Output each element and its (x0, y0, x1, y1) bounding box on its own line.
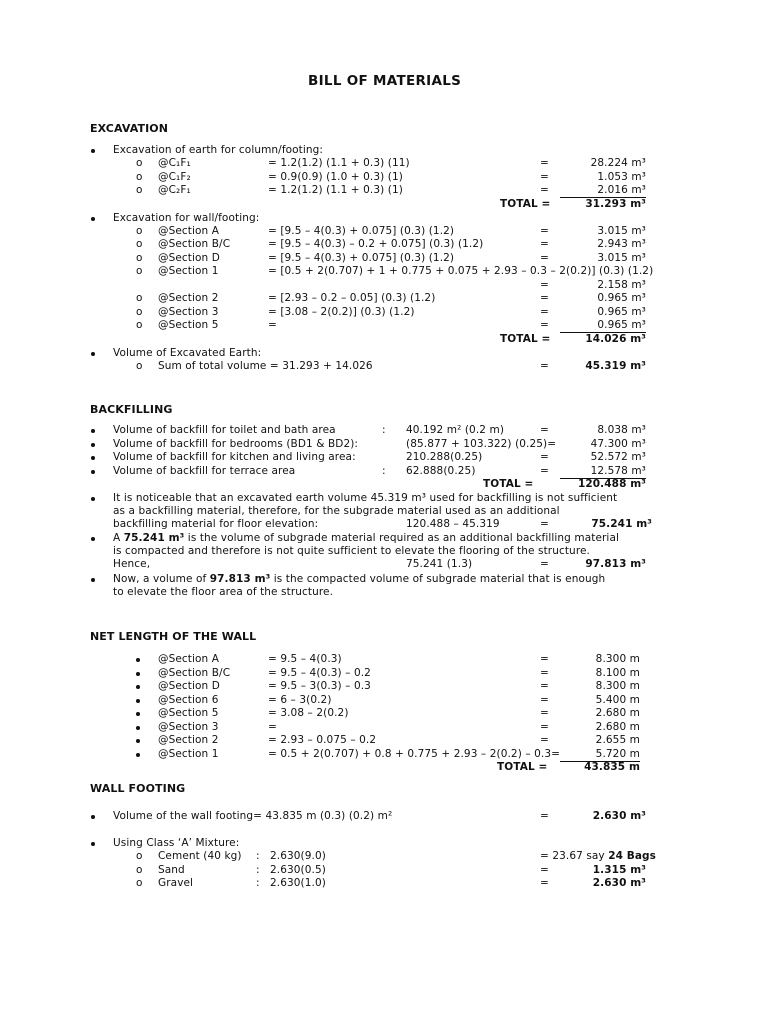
net-length-eq: = (540, 721, 549, 733)
row-label: @Section 2 (158, 292, 219, 304)
row-eq: = (540, 319, 549, 331)
row-value: 2.943 m³ (597, 238, 646, 250)
col-footing-label: Excavation of earth for column/footing: (113, 144, 324, 156)
bullet (136, 753, 140, 757)
mix-label: Gravel (158, 877, 194, 889)
circle-bullet: o (136, 877, 143, 889)
net-length-total-value: 43.835 m (584, 761, 640, 773)
section-heading-excavation: EXCAVATION (90, 122, 169, 135)
row-formula: = [0.5 + 2(0.707) + 1 + 0.775 + 0.075 + 2.93 – 0.3 – 2(0.2)] (0.3) (1.2) (268, 265, 654, 277)
circle-bullet: o (136, 864, 143, 876)
bullet (136, 685, 140, 689)
row-label: @Section 3 (158, 306, 219, 318)
bullet (136, 672, 140, 676)
net-length-formula: = 9.5 – 3(0.3) – 0.3 (268, 680, 371, 692)
mix-value: 1.315 m³ (592, 864, 646, 876)
net-length-formula: = 6 – 3(0.2) (268, 694, 332, 706)
row-value: 28.224 m³ (590, 157, 646, 169)
backfill-formula: 40.192 m² (0.2 m) (406, 424, 505, 436)
row-value: 0.965 m³ (597, 292, 646, 304)
note1-last: backfilling material for floor elevation: (113, 518, 319, 530)
row-formula: = 1.2(1.2) (1.1 + 0.3) (1) (268, 184, 403, 196)
bullet (91, 842, 95, 846)
wall-total-label: TOTAL = (500, 333, 551, 345)
wall-footing-volume-eq: = (540, 810, 549, 822)
mix-sep: : (256, 850, 260, 862)
net-length-label: @Section 3 (158, 721, 219, 733)
net-length-value: 8.300 m (595, 653, 640, 665)
note3-line2: to elevate the floor area of the structure. (113, 586, 334, 598)
net-length-eq: = (540, 667, 549, 679)
wall-footing-volume-label: Volume of the wall footing= 43.835 m (0.3) (0.2) m² (113, 810, 393, 822)
note3-line1: Now, a volume of 97.813 m³ is the compacted volume of subgrade material that is enough (113, 573, 606, 585)
row-value: 3.015 m³ (597, 225, 646, 237)
backfill-label: Volume of backfill for terrace area (113, 465, 296, 477)
backfill-label: Volume of backfill for bedrooms (BD1 & BD2): (113, 438, 359, 450)
row-formula: = [2.93 – 0.2 – 0.05] (0.3) (1.2) (268, 292, 436, 304)
note1-eq: = (540, 518, 549, 530)
row-label: @C₁F₁ (158, 157, 191, 169)
net-length-label: @Section B/C (158, 667, 231, 679)
note1-line: It is noticeable that an excavated earth volume 45.319 m³ used for backfilling is not sufficient (113, 492, 618, 504)
col-total-value: 31.293 m³ (585, 198, 646, 210)
net-length-label: @Section D (158, 680, 220, 692)
note2-hence: Hence, (113, 558, 151, 570)
circle-bullet: o (136, 171, 143, 183)
bullet (91, 352, 95, 356)
bullet (91, 217, 95, 221)
bullet (136, 712, 140, 716)
backfill-value: 52.572 m³ (590, 451, 646, 463)
bullet (91, 470, 95, 474)
net-length-value: 2.655 m (595, 734, 640, 746)
net-length-eq: = (540, 680, 549, 692)
row-label: @Section B/C (158, 238, 231, 250)
bullet (91, 815, 95, 819)
volume-excavated-label: Volume of Excavated Earth: (113, 347, 262, 359)
net-length-eq: = (540, 734, 549, 746)
net-length-formula: = (268, 721, 277, 733)
net-length-value: 2.680 m (595, 721, 640, 733)
backfill-formula: 210.288(0.25) (406, 451, 483, 463)
backfill-label: Volume of backfill for toilet and bath area (113, 424, 336, 436)
row-eq: = (540, 225, 549, 237)
mix-formula: 2.630(0.5) (270, 864, 326, 876)
backfill-eq: = (540, 451, 549, 463)
circle-bullet: o (136, 238, 143, 250)
circle-bullet: o (136, 225, 143, 237)
bullet (136, 658, 140, 662)
bullet (91, 429, 95, 433)
mix-eq: = (540, 877, 549, 889)
row-eq: = (540, 279, 549, 291)
net-length-value: 8.100 m (595, 667, 640, 679)
row-label: @Section D (158, 252, 220, 264)
net-length-value: 8.300 m (595, 680, 640, 692)
row-eq: = (540, 252, 549, 264)
row-formula: = [9.5 – 4(0.3) + 0.075] (0.3) (1.2) (268, 252, 455, 264)
bullet (91, 456, 95, 460)
sum-value: 45.319 m³ (585, 360, 646, 372)
wall-total-value: 14.026 m³ (585, 333, 646, 345)
row-eq: = (540, 184, 549, 196)
backfill-formula: 62.888(0.25) (406, 465, 476, 477)
circle-bullet: o (136, 319, 143, 331)
backfill-total-label: TOTAL = (483, 478, 534, 490)
circle-bullet: o (136, 292, 143, 304)
backfill-value: 47.300 m³ (590, 438, 646, 450)
net-length-eq: = (540, 694, 549, 706)
mix-value: 2.630 m³ (592, 877, 646, 889)
note2-value: 97.813 m³ (585, 558, 646, 570)
backfill-value: 8.038 m³ (597, 424, 646, 436)
circle-bullet: o (136, 306, 143, 318)
bullet (136, 726, 140, 730)
mix-result: = 23.67 say 24 Bags (540, 850, 657, 862)
backfill-total-value: 120.488 m³ (577, 478, 646, 490)
row-label: @C₁F₂ (158, 171, 191, 183)
row-value: 2.016 m³ (560, 184, 646, 198)
net-length-formula: = 0.5 + 2(0.707) + 0.8 + 0.775 + 2.93 – 2(0.2) – 0.3= (268, 748, 561, 760)
net-length-value: 5.720 m (560, 748, 640, 762)
bullet (91, 578, 95, 582)
section-heading-wall-footing: WALL FOOTING (90, 782, 186, 795)
net-length-formula: = 2.93 – 0.075 – 0.2 (268, 734, 377, 746)
page-title: BILL OF MATERIALS (308, 73, 462, 89)
row-eq: = (540, 171, 549, 183)
row-eq: = (540, 157, 549, 169)
row-formula: = 0.9(0.9) (1.0 + 0.3) (1) (268, 171, 403, 183)
row-value: 0.965 m³ (560, 319, 646, 333)
wall-footing-volume-value: 2.630 m³ (592, 810, 646, 822)
row-eq: = (540, 306, 549, 318)
bullet (91, 497, 95, 501)
note1-line: as a backfilling material, therefore, for the subgrade material used as an additional (113, 505, 560, 517)
net-length-formula: = 9.5 – 4(0.3) – 0.2 (268, 667, 371, 679)
mix-sep: : (256, 864, 260, 876)
bullet (91, 537, 95, 541)
circle-bullet: o (136, 157, 143, 169)
bullet (136, 739, 140, 743)
mix-label: Sand (158, 864, 185, 876)
backfill-label: Volume of backfill for kitchen and living area: (113, 451, 356, 463)
net-length-value: 2.680 m (595, 707, 640, 719)
note2-line1: A 75.241 m³ is the volume of subgrade material required as an additional backfilling material (113, 532, 620, 544)
net-length-label: @Section 6 (158, 694, 219, 706)
net-length-total-label: TOTAL = (497, 761, 548, 773)
circle-bullet: o (136, 360, 143, 372)
circle-bullet: o (136, 184, 143, 196)
circle-bullet: o (136, 265, 143, 277)
note2-line2: is compacted and therefore is not quite sufficient to elevate the flooring of the structure. (113, 545, 590, 557)
section-heading-backfilling: BACKFILLING (90, 403, 173, 416)
row-label: @Section 1 (158, 265, 219, 277)
net-length-value: 5.400 m (595, 694, 640, 706)
row-label: @C₂F₁ (158, 184, 191, 196)
note2-formula: 75.241 (1.3) (406, 558, 473, 570)
mix-sep: : (256, 877, 260, 889)
row-formula: = 1.2(1.2) (1.1 + 0.3) (11) (268, 157, 410, 169)
mix-formula: 2.630(9.0) (270, 850, 326, 862)
note2-eq: = (540, 558, 549, 570)
backfill-eq: = (540, 465, 549, 477)
row-value: 1.053 m³ (597, 171, 646, 183)
net-length-formula: = 9.5 – 4(0.3) (268, 653, 342, 665)
row-formula: = [3.08 – 2(0.2)] (0.3) (1.2) (268, 306, 415, 318)
section-heading-net-length: NET LENGTH OF THE WALL (90, 630, 257, 643)
circle-bullet: o (136, 850, 143, 862)
mix-label: Cement (40 kg) (158, 850, 242, 862)
note1-formula: 120.488 – 45.319 (406, 518, 500, 530)
net-length-label: @Section 5 (158, 707, 219, 719)
row-value: 2.158 m³ (597, 279, 646, 291)
net-length-label: @Section A (158, 653, 220, 665)
note1-value: 75.241 m³ (591, 518, 652, 530)
row-label: @Section A (158, 225, 220, 237)
wall-footing-label: Excavation for wall/footing: (113, 212, 260, 224)
row-eq: = (540, 292, 549, 304)
backfill-sep: : (382, 465, 386, 477)
sum-label: Sum of total volume = 31.293 + 14.026 (158, 360, 373, 372)
col-total-label: TOTAL = (500, 198, 551, 210)
backfill-sep: : (382, 424, 386, 436)
row-value: 3.015 m³ (597, 252, 646, 264)
mix-formula: 2.630(1.0) (270, 877, 326, 889)
net-length-eq: = (540, 707, 549, 719)
row-formula: = (268, 319, 277, 331)
circle-bullet: o (136, 252, 143, 264)
net-length-eq: = (540, 653, 549, 665)
bullet (91, 149, 95, 153)
mixture-label: Using Class ‘A’ Mixture: (113, 837, 240, 849)
row-formula: = [9.5 – 4(0.3) + 0.075] (0.3) (1.2) (268, 225, 455, 237)
bullet (91, 443, 95, 447)
backfill-value: 12.578 m³ (560, 465, 646, 479)
row-eq: = (540, 238, 549, 250)
row-formula: = [9.5 – 4(0.3) – 0.2 + 0.075] (0.3) (1.2) (268, 238, 484, 250)
net-length-label: @Section 2 (158, 734, 219, 746)
row-label: @Section 5 (158, 319, 219, 331)
backfill-eq: = (540, 424, 549, 436)
row-value: 0.965 m³ (597, 306, 646, 318)
bullet (136, 699, 140, 703)
mix-eq: = (540, 864, 549, 876)
net-length-formula: = 3.08 – 2(0.2) (268, 707, 349, 719)
net-length-label: @Section 1 (158, 748, 219, 760)
backfill-formula: (85.877 + 103.322) (0.25)= (406, 438, 557, 450)
sum-eq: = (540, 360, 549, 372)
